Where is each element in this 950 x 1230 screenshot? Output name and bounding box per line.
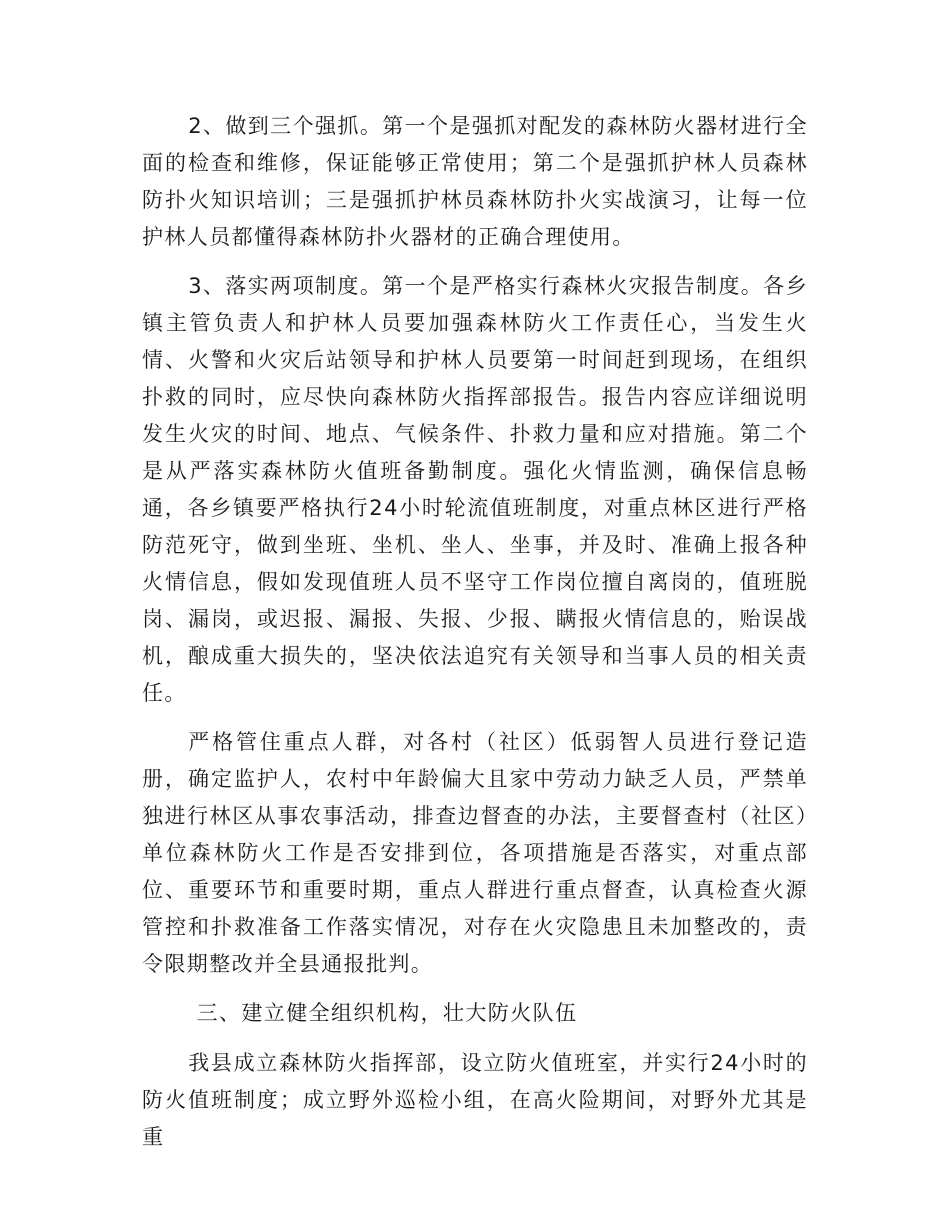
paragraph-three-grasps: 2、做到三个强抓。第一个是强抓对配发的森林防火器材进行全面的检查和维修，保证能够正常使用；第二个是强抓护林人员森林防扑火知识培训；三是强抓护林员森林防扑火实战演习，让每一位护林人员都懂得森林防扑火器材的正确合理使用。 [142,114,808,249]
document-body [142,108,808,1168]
paragraph-fire-command: 我县成立森林防火指挥部，设立防火值班室，并实行24小时的防火值班制度；成立野外巡检小组，在高火险期间，对野外尤其是重 [142,1051,808,1149]
paragraph-two-systems: 3、落实两项制度。第一个是严格实行森林火灾报告制度。各乡镇主管负责人和护林人员要加强森林防火工作责任心，当发生火情、火警和火灾后站领导和护林人员要第一时间赶到现场，在组织扑救的同时，应尽快向森林防火指挥部报告。报告内容应详细说明发生火灾的时间、地点、气候条件、扑救力量和应对措施。第二个是从严落实森林防火值班备勤制度。强化火情监测，确保信息畅通，各乡镇要严格执行24小时轮流值班制度，对重点林区进行严格防范死守，做到坐班、坐机、坐人、坐事，并及时、准确上报各种火情信息，假如发现值班人员不坚守工作岗位擅自离岗的，值班脱岗、漏岗，或迟报、漏报、失报、少报、瞒报火情信息的，贻误战机，酿成重大损失的，坚决依法追究有关领导和当事人员的相关责任。 [142,274,808,705]
section-heading-organization: 三、建立健全组织机构，壮大防火队伍 [196,1001,578,1025]
paragraph-key-groups: 严格管住重点人群，对各村（社区）低弱智人员进行登记造册，确定监护人，农村中年龄偏大且家中劳动力缺乏人员，严禁单独进行林区从事农事活动，排查边督查的办法，主要督查村（社区）单位森林防火工作是否安排到位，各项措施是否落实，对重点部位、重要环节和重要时期，重点人群进行重点督查，认真检查火源管控和扑救准备工作落实情况，对存在火灾隐患且未加整改的，责令限期整改并全县通报批判。 [142,730,808,976]
